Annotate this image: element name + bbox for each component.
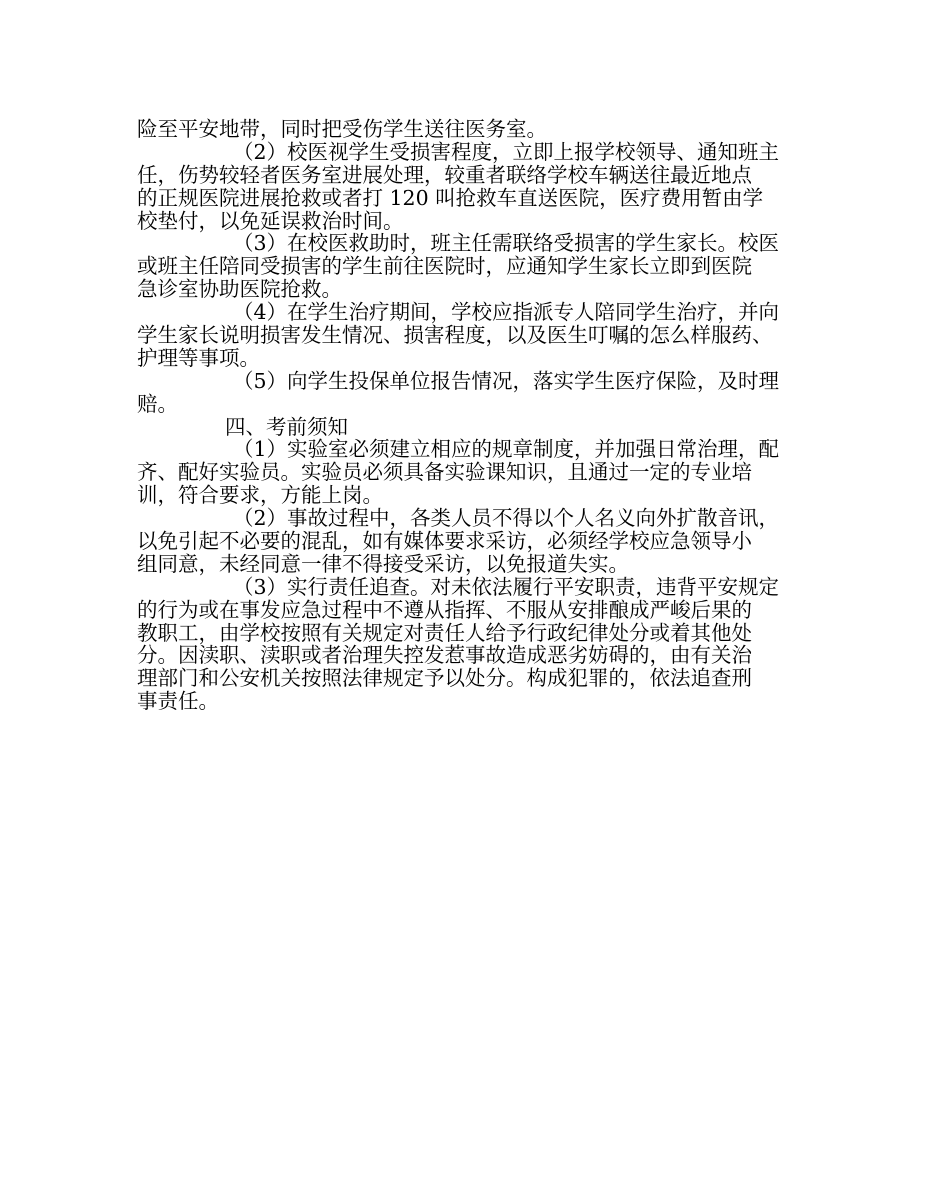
text-line: 教职工，由学校按照有关规定对责任人给予行政纪律处分或着其他处 [137, 620, 752, 645]
text-line: （3）在校医救助时，班主任需联络受损害的学生家长。校医 [233, 231, 780, 256]
text-line: 齐、配好实验员。实验员必须具备实验课知识，且通过一定的专业培 [137, 460, 752, 485]
text-line: 赔。 [137, 391, 178, 416]
text-line: 任，伤势较轻者医务室进展处理，较重者联络学校车辆送往最近地点 [137, 162, 752, 187]
text-line: 险至平安地带，同时把受伤学生送往医务室。 [137, 117, 547, 141]
text-line: （5）向学生投保单位报告情况，落实学生医疗保险，及时理 [233, 368, 780, 393]
text-line: （1）实验室必须建立相应的规章制度，并加强日常治理，配 [233, 437, 780, 462]
text-line: （2）校医视学生受损害程度，立即上报学校领导、通知班主 [233, 139, 780, 164]
text-line: 的正规医院进展抢救或者打 120 叫抢救车直送医院，医疗费用暂由学 [137, 185, 764, 210]
document-body [137, 118, 817, 713]
text-line: 校垫付，以免延误救治时间。 [137, 208, 404, 233]
text-line: 护理等事项。 [137, 345, 260, 370]
text-line: 以免引起不必要的混乱，如有媒体要求采访，必须经学校应急领导小 [137, 529, 752, 554]
text-line: 的行为或在事发应急过程中不遵从指挥、不服从安排酿成严峻后果的 [137, 597, 752, 622]
text-line: （3）实行责任追查。对未依法履行平安职责，违背平安规定 [233, 574, 780, 599]
text-line: 训，符合要求，方能上岗。 [137, 483, 383, 508]
text-line: 事责任。 [137, 689, 219, 714]
text-line: 或班主任陪同受损害的学生前往医院时，应通知学生家长立即到医院 [137, 254, 752, 279]
section-heading: 四、考前须知 [225, 414, 348, 439]
text-line: 急诊室协助医院抢救。 [137, 277, 342, 302]
text-line: 组同意，未经同意一律不得接受采访，以免报道失实。 [137, 551, 629, 576]
text-line: （2）事故过程中，各类人员不得以个人名义向外扩散音讯， [233, 506, 780, 531]
text-line: 理部门和公安机关按照法律规定予以处分。构成犯罪的，依法追查刑 [137, 666, 752, 691]
text-line: （4）在学生治疗期间，学校应指派专人陪同学生治疗，并向 [233, 300, 780, 325]
text-line: 分。因渎职、渎职或者治理失控发惹事故造成恶劣妨碍的，由有关治 [137, 643, 752, 668]
text-line: 学生家长说明损害发生情况、损害程度，以及医生叮嘱的怎么样服药、 [137, 323, 773, 348]
